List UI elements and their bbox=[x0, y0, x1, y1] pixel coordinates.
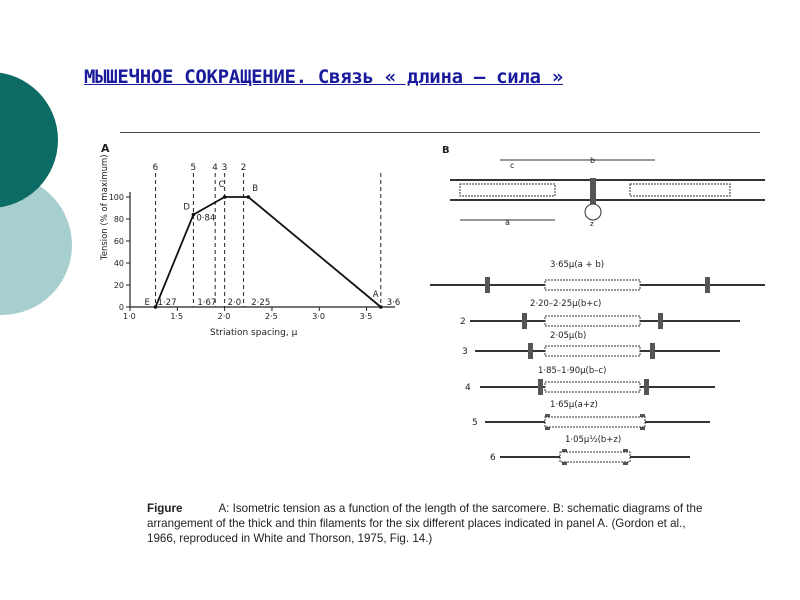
marker-number: 5 bbox=[190, 163, 197, 173]
sarcomere-row-1 bbox=[430, 260, 765, 293]
x-tick-label: 2·0 bbox=[217, 312, 231, 321]
point-label: A bbox=[372, 290, 379, 300]
title-divider bbox=[120, 132, 760, 133]
row-2-length: 2·20–2·25μ(b+c) bbox=[530, 299, 602, 309]
sarcomere-row-2 bbox=[460, 299, 740, 329]
row-4-number: 4 bbox=[465, 383, 471, 393]
tension-length-chart bbox=[95, 140, 400, 340]
row-5-number: 5 bbox=[472, 418, 478, 428]
sarcomere-row-6 bbox=[490, 435, 690, 465]
x-tick-label: 2·5 bbox=[264, 312, 278, 321]
curve-point bbox=[247, 195, 251, 199]
value-label: 2·0 bbox=[227, 298, 242, 308]
y-tick-label: 100 bbox=[108, 193, 124, 202]
point-label: D bbox=[183, 202, 190, 213]
row-2-number: 2 bbox=[460, 317, 466, 327]
curve-point bbox=[223, 195, 227, 199]
marker-number: 3 bbox=[221, 163, 228, 173]
point-label: E bbox=[144, 298, 150, 308]
row-6-length: 1·05μ½(b+z) bbox=[565, 435, 622, 445]
value-label: 0·84 bbox=[196, 213, 216, 224]
sarcomere-rows bbox=[430, 260, 765, 465]
y-tick-label: 0 bbox=[118, 303, 124, 312]
x-tick-label: 3·5 bbox=[359, 312, 373, 321]
filament-schematic bbox=[400, 140, 770, 480]
tension-curve bbox=[156, 197, 381, 307]
marker-number: 4 bbox=[212, 163, 218, 173]
y-tick-label: 20 bbox=[113, 281, 124, 290]
panel-a-label: A bbox=[101, 142, 110, 155]
marker-number: 6 bbox=[152, 163, 159, 173]
row-3-number: 3 bbox=[462, 347, 468, 357]
decorative-circles bbox=[0, 0, 80, 320]
z-loop bbox=[585, 204, 601, 220]
label-c: c bbox=[510, 161, 515, 170]
curve-point bbox=[379, 305, 383, 309]
label-b: b bbox=[590, 156, 596, 165]
sarcomere-row-3 bbox=[462, 331, 720, 359]
x-tick-label: 3·0 bbox=[312, 312, 326, 321]
sarcomere-row-4 bbox=[465, 366, 715, 395]
y-axis-label: Tension (% of maximum) bbox=[100, 154, 110, 260]
y-tick-label: 40 bbox=[113, 259, 124, 268]
x-axis-label: Striation spacing, μ bbox=[210, 328, 298, 338]
y-tick-label: 60 bbox=[113, 237, 124, 246]
x-tick-label: 1·5 bbox=[170, 312, 184, 321]
label-z: z bbox=[590, 220, 594, 228]
row-3-length: 2·05μ(b) bbox=[550, 331, 587, 341]
thick-filament bbox=[460, 184, 555, 196]
marker-number: 2 bbox=[240, 163, 247, 173]
row-1-length: 3·65μ(a + b) bbox=[550, 260, 605, 270]
value-label: 1·67 bbox=[197, 298, 217, 308]
z-disc bbox=[590, 178, 596, 204]
row-4-length: 1·85–1·90μ(b–c) bbox=[538, 366, 607, 376]
curve-point bbox=[192, 213, 196, 217]
thick-filament bbox=[630, 184, 730, 196]
row-5-length: 1·65μ(a+z) bbox=[550, 400, 598, 410]
label-a: a bbox=[505, 218, 510, 227]
chart-annotations bbox=[145, 180, 400, 308]
chart-markers bbox=[153, 163, 381, 307]
caption-label: Figure bbox=[147, 502, 183, 515]
figure-caption bbox=[147, 501, 707, 546]
value-label: 3·6 bbox=[386, 298, 400, 308]
slide-title: МЫШЕЧНОЕ СОКРАЩЕНИЕ. Связь « длина – сила » bbox=[84, 66, 563, 88]
row-6-number: 6 bbox=[490, 453, 496, 463]
value-label: 1·27 bbox=[157, 298, 177, 308]
point-label: B bbox=[252, 184, 259, 194]
panel-b-label: B bbox=[442, 145, 450, 156]
caption-text: A: Isometric tension as a function of the length of the sarcomere. B: schematic diagrams of the arrangement of the thick and thin filaments for the six different places indicated in panel A. (Gordon et al., 1966, reproduced in White and Thorson, 1975, Fig. 14.) bbox=[147, 502, 703, 545]
point-label: C bbox=[218, 180, 225, 190]
x-tick-label: 1·0 bbox=[123, 312, 136, 321]
y-tick-label: 80 bbox=[113, 215, 124, 224]
top-schematic bbox=[450, 156, 765, 228]
dark-teal-circle bbox=[0, 72, 58, 208]
value-label: 2·25 bbox=[251, 298, 271, 308]
sarcomere-row-5 bbox=[472, 400, 710, 430]
